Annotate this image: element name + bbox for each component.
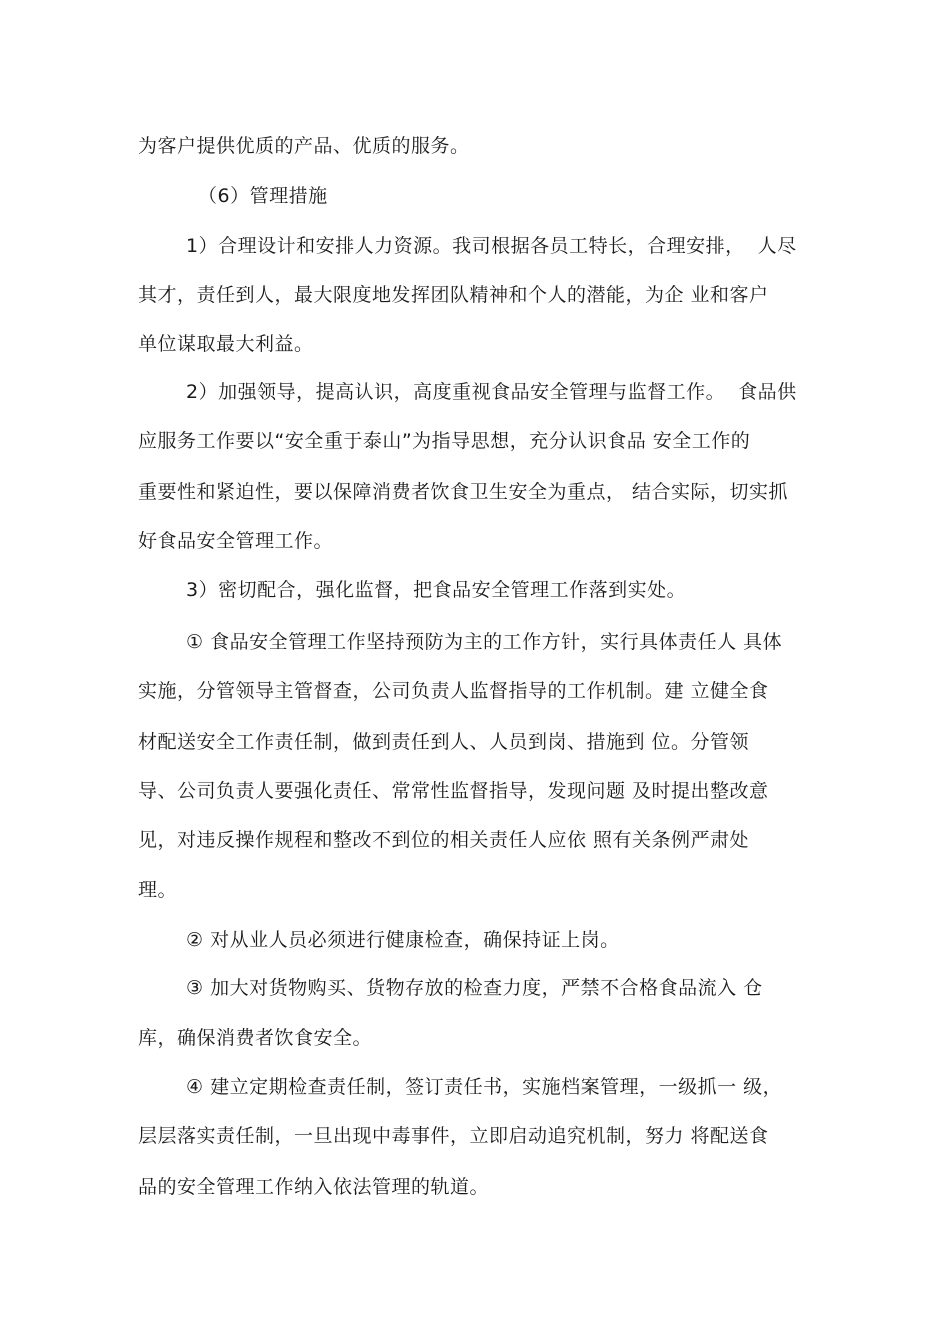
paragraph-line: ② 对从业人员必须进行健康检查，确保持证上岗。 bbox=[186, 929, 620, 951]
paragraph-line: 品的安全管理工作纳入依法管理的轨道。 bbox=[138, 1176, 490, 1198]
paragraph-line: 导、公司负责人要强化责任、常常性监督指导，发现问题 及时提出整改意 bbox=[138, 780, 769, 802]
paragraph-line: 见，对违反操作规程和整改不到位的相关责任人应依 照有关条例严肃处 bbox=[138, 829, 750, 851]
paragraph-line: 层层落实责任制，一旦出现中毒事件，立即启动追究机制，努力 将配送食 bbox=[138, 1125, 769, 1147]
paragraph-line: 应服务工作要以“安全重于泰山”为指导思想，充分认识食品 安全工作的 bbox=[138, 430, 751, 452]
paragraph-line: 库，确保消费者饮食安全。 bbox=[138, 1027, 373, 1049]
paragraph-line: 实施，分管领导主管督查，公司负责人监督指导的工作机制。建 立健全食 bbox=[138, 680, 769, 702]
text-line: 为客户提供优质的产品、优质的服务。 bbox=[138, 135, 470, 157]
paragraph-line: 重要性和紧迫性，要以保障消费者饮食卫生安全为重点， 结合实际，切实抓 bbox=[138, 481, 789, 503]
paragraph-line: 单位谋取最大利益。 bbox=[138, 333, 314, 355]
paragraph-line: 材配送安全工作责任制，做到责任到人、人员到岗、措施到 位。分管领 bbox=[138, 731, 750, 753]
paragraph-line: 2）加强领导，提高认识，高度重视食品安全管理与监督工作。 食品供 bbox=[186, 381, 797, 403]
paragraph-line: 3）密切配合，强化监督，把食品安全管理工作落到实处。 bbox=[186, 579, 687, 601]
paragraph-line: ① 食品安全管理工作坚持预防为主的工作方针，实行具体责任人 具体 bbox=[186, 631, 783, 653]
paragraph-line: 1）合理设计和安排人力资源。我司根据各员工特长，合理安排， 人尽 bbox=[186, 235, 797, 257]
paragraph-line: ③ 加大对货物购买、货物存放的检查力度，严禁不合格食品流入 仓 bbox=[186, 977, 763, 999]
section-heading: （6）管理措施 bbox=[198, 185, 328, 207]
paragraph-line: 好食品安全管理工作。 bbox=[138, 530, 334, 552]
paragraph-line: ④ 建立定期检查责任制，签订责任书，实施档案管理，一级抓一 级， bbox=[186, 1076, 783, 1098]
paragraph-line: 理。 bbox=[138, 879, 178, 901]
paragraph-line: 其才，责任到人，最大限度地发挥团队精神和个人的潜能，为企 业和客户 bbox=[138, 284, 769, 306]
